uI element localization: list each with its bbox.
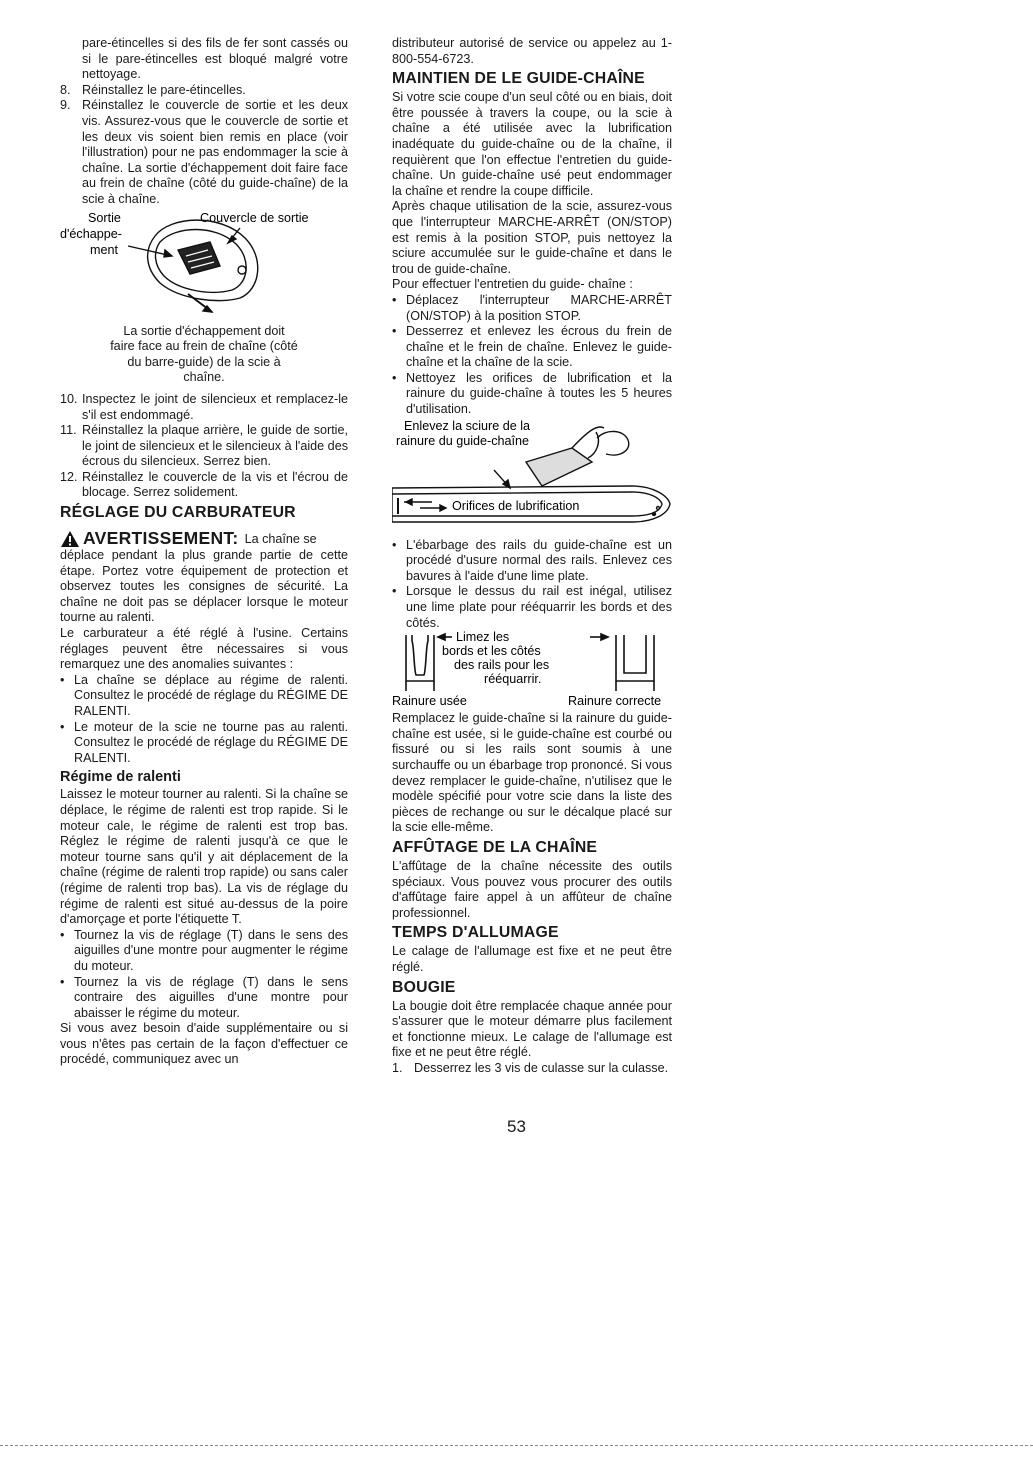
heading-temps: TEMPS D'ALLUMAGE	[392, 924, 559, 942]
bullet-mark: •	[60, 719, 65, 734]
label-bords: bords et les côtés	[442, 644, 541, 659]
step-12	[60, 470, 348, 501]
step-number: 11.	[60, 423, 77, 438]
guide-bullet-5	[392, 584, 672, 631]
heading-affutage: AFFÛTAGE DE LA CHAÎNE	[392, 838, 598, 856]
guide-bullet-1	[392, 293, 672, 324]
label-sciure-2: rainure du guide-chaîne	[396, 433, 530, 448]
bullet-text: La chaîne se déplace au régime de ralenti. Consultez le procédé de réglage du RÉGIME DE RALENTI.	[74, 672, 348, 718]
heading-bougie: BOUGIE	[392, 978, 456, 996]
guide-paragraph-3: Pour effectuer l'entretien du guide- chaîne :	[392, 277, 633, 292]
label-sciure-1: Enlevez la sciure de la	[404, 418, 531, 433]
step-9	[60, 98, 348, 207]
step-number: 10.	[60, 391, 78, 406]
guide-bullet-2	[392, 324, 672, 371]
page-edge-line	[0, 1445, 1033, 1446]
regime-bullet-2	[60, 975, 348, 1022]
label-reequarrir: rééquarrir.	[484, 672, 542, 687]
step-text: Desserrez les 3 vis de culasse sur la culasse.	[414, 1060, 669, 1075]
bullet-mark: •	[392, 292, 397, 307]
rail-illustration	[392, 631, 672, 711]
label-couvercle: Couvercle de sortie	[200, 210, 309, 225]
label-rainure-usee: Rainure usée	[392, 694, 467, 709]
step-8	[60, 83, 348, 99]
step-number: 9.	[60, 98, 71, 113]
label-orifices: Orifices de lubrification	[452, 498, 580, 513]
heading-guide: MAINTIEN DE LE GUIDE-CHAÎNE	[392, 70, 645, 88]
regime-end: Si vous avez besoin d'aide supplémentaire ou si vous n'êtes pas certain de la façon d'effectuer ce procédé, communiquez avec un	[60, 1021, 348, 1067]
warning-block	[60, 528, 348, 548]
figure-caption: La sortie d'échappement doit faire face au frein de chaîne (côté du barre-guide) de la scie à chaîne.	[110, 323, 298, 385]
bullet-mark: •	[60, 974, 65, 989]
bullet-text: Nettoyez les orifices de lubrification et la rainure du guide-chaîne à toutes les 5 heures d'utilisation.	[406, 370, 672, 417]
guide-paragraph-2: Après chaque utilisation de la scie, assurez-vous que l'interrupteur MARCHE-ARRÊT (ON/STOP) est remis à la position STOP, puis nettoyez la sciure accumulée sur le guide-chaîne et dans le trou de guide-chaîne.	[392, 199, 672, 276]
heading-carburateur: RÉGLAGE DU CARBURATEUR	[60, 504, 296, 522]
right-column	[392, 36, 672, 1077]
step-11	[60, 423, 348, 470]
bullet-text: Tournez la vis de réglage (T) dans le sens des aiguilles d'une montre pour augmenter le régime du moteur.	[74, 927, 348, 973]
carb-bullet-1	[60, 673, 348, 720]
regime-paragraph: Laissez le moteur tourner au ralenti. Si la chaîne se déplace, le régime de ralenti est trop rapide. Si le moteur cale, le régime de ralenti est trop bas. Réglez le régime de ralenti jusqu'à ce que le moteur tourne sans qu'il y ait déplacement de la chaîne (régime de ralenti trop rapide) ou sans caler (régime de ralenti trop bas). La vis de réglage du régime de ralenti est situé au-dessus de la poire d'amorçage et porte l'étiquette T.	[60, 787, 348, 927]
bougie-paragraph: La bougie doit être remplacée chaque année pour s'assurer que le moteur démarre plus facilement et fonctionne mieux. Le calage de l'allumage est fixe et ne peut être réglé.	[392, 998, 672, 1060]
step-text: Réinstallez le pare-étincelles.	[82, 82, 246, 97]
bar-cleaning-illustration	[392, 418, 672, 538]
bullet-text: L'ébarbage des rails du guide-chaîne est un procédé d'usure normal des rails. Enlevez ces bavures à l'aide d'une lime plate.	[406, 537, 672, 583]
label-limez: Limez les	[456, 631, 510, 645]
bar-cleaning-figure	[392, 418, 672, 538]
label-ment: ment	[90, 242, 118, 257]
heading-regime: Régime de ralenti	[60, 769, 181, 786]
continued-paragraph: pare-étincelles si des fils de fer sont cassés ou si le pare-étincelles est bloqué malgré votre nettoyage.	[82, 36, 348, 82]
bullet-text: Déplacez l'interrupteur MARCHE-ARRÊT (ON/STOP) à la position STOP.	[406, 292, 672, 323]
step-number: 1.	[392, 1060, 403, 1075]
carb-paragraph: Le carburateur a été réglé à l'usine. Certains réglages peuvent être nécessaires si vous remarquez une des anomalies suivantes :	[60, 626, 348, 672]
label-rainure-correcte: Rainure correcte	[568, 694, 662, 709]
continued-paragraph: distributeur autorisé de service ou appelez au 1-800-554-6723.	[392, 36, 672, 66]
step-number: 12.	[60, 469, 78, 484]
label-sortie: Sortie	[88, 210, 121, 225]
step-text: Réinstallez la plaque arrière, le guide de sortie, le joint de silencieux et le silencieux à l'aide des écrous du silencieux. Serrez bien.	[82, 423, 348, 469]
carb-bullet-2	[60, 720, 348, 767]
warning-word: AVERTISSEMENT:	[83, 528, 239, 549]
bullet-mark: •	[60, 927, 65, 942]
temps-paragraph: Le calage de l'allumage est fixe et ne peut être réglé.	[392, 944, 672, 974]
left-column	[60, 36, 348, 1068]
muffler-figure	[60, 208, 348, 320]
label-rails: des rails pour les	[454, 658, 550, 673]
step-number: 8.	[60, 82, 71, 97]
step-10	[60, 392, 348, 423]
label-echappe: d'échappe-	[60, 226, 122, 241]
bullet-text: Lorsque le dessus du rail est inégal, utilisez une lime plate pour rééquarrir les bords et des côtés.	[406, 584, 672, 630]
muffler-illustration	[60, 208, 348, 320]
bullet-mark: •	[60, 672, 65, 687]
bullet-mark: •	[392, 370, 397, 385]
step-text: Réinstallez le couvercle de la vis et l'écrou de blocage. Serrez solidement.	[82, 469, 348, 500]
regime-bullet-1	[60, 928, 348, 975]
bullet-mark: •	[392, 537, 397, 552]
warning-lead: La chaîne se	[244, 532, 317, 547]
warning-icon	[60, 530, 80, 548]
affutage-paragraph: L'affûtage de la chaîne nécessite des outils spéciaux. Vous pouvez vous procurer des outils d'affûtage faire appel à un affûteur de chaîne professionnel.	[392, 858, 672, 920]
guide-bullet-3	[392, 371, 672, 418]
warning-text: déplace pendant la plus grande partie de cette étape. Portez votre équipement de protection et observez toutes les consignes de sécurité. La chaîne ne doit pas se déplacer lorsque le moteur tourne au ralenti.	[60, 548, 348, 625]
guide-bullet-4	[392, 538, 672, 585]
bougie-step-1	[392, 1061, 672, 1077]
bullet-text: Desserrez et enlevez les écrous du frein de chaîne et le frein de chaîne. Enlevez le guide-chaîne et la chaîne de la scie.	[406, 324, 672, 370]
page-number: 53	[507, 1117, 526, 1136]
guide-paragraph-1: Si votre scie coupe d'un seul côté ou en biais, doit être poussée à travers la coupe, ou la scie à chaîne a été utilisée avec la lubrification inadéquate du guide-chaîne ou de la chaîne, il requièrent que l'on effectue l'entretien du guide-chaîne. Un guide-chaîne usé peut endommager la chaîne et rendre la coupe difficile.	[392, 90, 672, 198]
bullet-mark: •	[392, 324, 397, 339]
step-text: Réinstallez le couvercle de sortie et les deux vis. Assurez-vous que le couvercle de sortie et les deux vis soient bien remis en place (voir l'illustration) pour ne pas endommager la scie à chaîne. La sortie d'échappement doit faire face au frein de chaîne (côté du guide-chaîne) de la scie à chaîne.	[82, 98, 348, 206]
bullet-text: Tournez la vis de réglage (T) dans le sens contraire des aiguilles d'une montre pour abaisser le régime du moteur.	[74, 974, 348, 1020]
rail-figure	[392, 631, 672, 711]
bullet-mark: •	[392, 584, 397, 599]
bullet-text: Le moteur de la scie ne tourne pas au ralenti. Consultez le procédé de réglage du RÉGIME DE RALENTI.	[74, 719, 348, 765]
guide-paragraph-4: Remplacez le guide-chaîne si la rainure du guide-chaîne est usée, si le guide-chaîne est courbé ou fissuré ou si les rails sont soumis à une surchauffe ou un ébarbage trop prononcé. Si vous devez remplacer le guide-chaîne, n'utilisez que le modèle spécifié pour votre scie dans la liste des pièces de rechange ou sur le décalque placé sur la scie elle-même.	[392, 711, 672, 835]
step-text: Inspectez le joint de silencieux et remplacez-le s'il est endommagé.	[82, 391, 348, 422]
